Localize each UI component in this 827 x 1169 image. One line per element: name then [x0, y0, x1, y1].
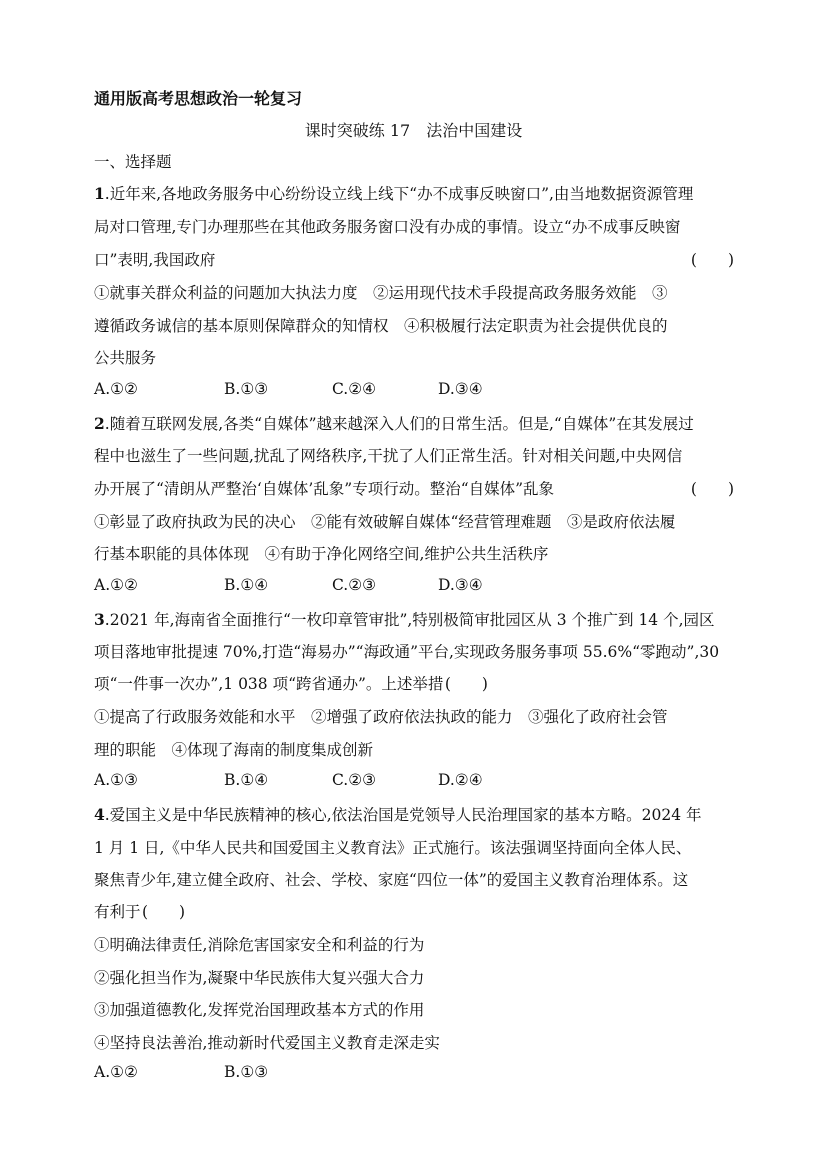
question-3-number: 3	[94, 610, 105, 629]
option-d: D.②④	[438, 771, 483, 789]
answer-bracket: ( )	[141, 903, 186, 921]
question-1-statement-line: 公共服务	[94, 349, 157, 367]
question-4-line-4: 有利于( )	[94, 900, 734, 922]
question-4-statement-2: ②强化担当作为,凝聚中华民族伟大复兴强大合力	[94, 969, 425, 987]
option-c: C.②④	[332, 380, 377, 398]
option-a: A.①②	[94, 380, 138, 398]
option-c: C.②③	[332, 771, 377, 789]
question-4-statement-4: ④坚持良法善治,推动新时代爱国主义教育走深走实	[94, 1034, 440, 1052]
option-d: D.③④	[438, 380, 483, 398]
question-2-line-3: 办开展了“清朗从严整治‘自媒体’乱象”专项行动。整治“自媒体”乱象 ( )	[94, 477, 734, 499]
question-3-line-2: 项目落地审批提速 70%,打造“海易办”“海政通”平台,实现政务服务事项 55.6%“零跑动”,30	[94, 643, 720, 661]
question-4-line-2: 1 月 1 日,《中华人民共和国爱国主义教育法》正式施行。该法强调坚持面向全体人民、	[94, 839, 692, 857]
question-2-statement-line: ①彰显了政府执政为民的决心 ②能有效破解自媒体“经营管理难题 ③是政府依法履	[94, 513, 676, 531]
question-2-line-2: 程中也滋生了一些问题,扰乱了网络秩序,干扰了人们正常生活。针对相关问题,中央网信	[94, 447, 683, 465]
question-1-line-1: 1.近年来,各地政务服务中心纷纷设立线上线下“办不成事反映窗口”,由当地数据资源管理	[94, 184, 694, 203]
question-1-line-2: 局对口管理,专门办理那些在其他政务服务窗口没有办成的事情。设立“办不成事反映窗	[94, 218, 681, 236]
option-b: B.①④	[224, 771, 269, 789]
answer-bracket: ( )	[690, 480, 734, 498]
question-3-statement-line: 理的职能 ④体现了海南的制度集成创新	[94, 741, 374, 759]
section-heading: 一、选择题	[94, 153, 172, 171]
option-b: B.①④	[224, 576, 269, 594]
question-4-number: 4	[94, 805, 105, 824]
question-1-statement-line: 遵循政务诚信的基本原则保障群众的知情权 ④积极履行法定职责为社会提供优良的	[94, 317, 668, 335]
question-1-statement-line: ①就事关群众利益的问题加大执法力度 ②运用现代技术手段提高政务服务效能 ③	[94, 284, 668, 302]
question-4-statement-1: ①明确法律责任,消除危害国家安全和利益的行为	[94, 936, 425, 954]
document-subtitle: 课时突破练 17 法治中国建设	[304, 121, 523, 140]
question-4-line-1: 4.爱国主义是中华民族精神的核心,依法治国是党领导人民治理国家的基本方略。2024 年	[94, 805, 702, 824]
question-2-line-1: 2.随着互联网发展,各类“自媒体”越来越深入人们的日常生活。但是,“自媒体”在其发展过	[94, 414, 694, 433]
question-3-line-3: 项“一件事一次办”,1 038 项“跨省通办”。上述举措( )	[94, 672, 734, 694]
option-d: D.③④	[438, 576, 483, 594]
question-2-number: 2	[94, 414, 105, 433]
question-4-statement-3: ③加强道德教化,发挥党治国理政基本方式的作用	[94, 1001, 425, 1019]
question-3-line-1: 3.2021 年,海南省全面推行“一枚印章管审批”,特别极简审批园区从 3 个推广到 14 个,园区	[94, 610, 715, 629]
option-b: B.①③	[224, 1063, 269, 1081]
option-c: C.②③	[332, 576, 377, 594]
answer-bracket: ( )	[690, 251, 734, 269]
question-1-line-3: 口”表明,我国政府 ( )	[94, 248, 734, 270]
answer-bracket: ( )	[444, 675, 488, 693]
option-b: B.①③	[224, 380, 269, 398]
document-title: 通用版高考思想政治一轮复习	[94, 89, 303, 108]
question-2-statement-line: 行基本职能的具体体现 ④有助于净化网络空间,维护公共生活秩序	[94, 545, 549, 563]
option-a: A.①②	[94, 1063, 138, 1081]
question-1-number: 1	[94, 184, 105, 203]
question-3-statement-line: ①提高了行政服务效能和水平 ②增强了政府依法执政的能力 ③强化了政府社会管	[94, 708, 668, 726]
option-a: A.①③	[94, 771, 138, 789]
option-a: A.①②	[94, 576, 138, 594]
question-4-line-3: 聚焦青少年,建立健全政府、社会、学校、家庭“四位一体”的爱国主义教育治理体系。这	[94, 871, 689, 889]
